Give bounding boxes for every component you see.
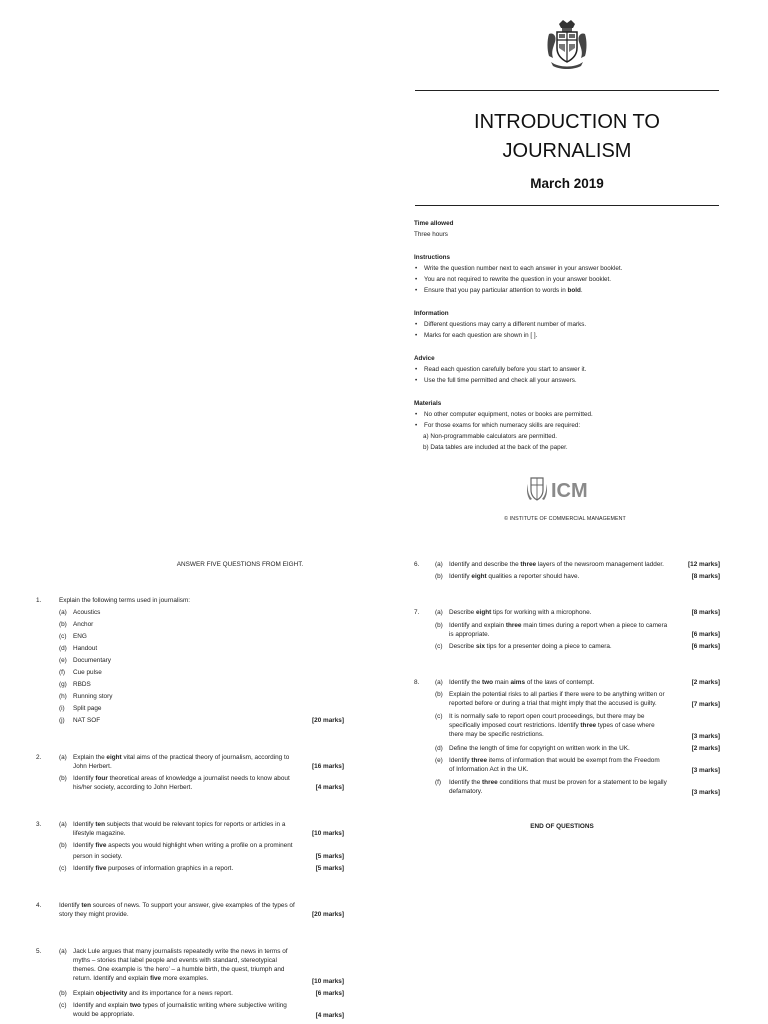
part-label: (b)	[59, 990, 67, 997]
part-label: (a)	[59, 754, 67, 761]
part-label: (b)	[435, 573, 443, 580]
materials-item: • No other computer equipment, notes or books are permitted.	[414, 409, 724, 420]
part-label: (e)	[435, 757, 443, 764]
right-question-column	[384, 0, 768, 1024]
question-text: Identify ten sources of news. To support your answer, give examples of the types of	[59, 902, 295, 909]
marks: [3 marks]	[691, 733, 720, 740]
materials-sub-item: a) Non-programmable calculators are permitted.	[423, 433, 558, 440]
time-allowed-value: Three hours	[414, 231, 448, 238]
materials-sub-item: b) Data tables are included at the back of the paper.	[423, 444, 568, 451]
item-label: (h)	[59, 693, 67, 700]
marks: [6 marks]	[691, 643, 720, 650]
part-text: John Herbert.	[73, 763, 112, 770]
item-label: (b)	[59, 621, 67, 628]
part-text: is appropriate.	[449, 631, 490, 638]
part-label: (a)	[59, 821, 67, 828]
answer-instruction-heading: ANSWER FIVE QUESTIONS FROM EIGHT.	[176, 561, 304, 568]
part-label: (c)	[435, 713, 443, 720]
marks: [10 marks]	[312, 978, 344, 985]
part-text: Identify and describe the three layers of the newsroom management ladder.	[449, 561, 664, 568]
part-text: It is normally safe to report open court proceedings, but there may be	[449, 713, 645, 720]
marks: [5 marks]	[315, 853, 344, 860]
question-text: Explain the following terms used in journalism:	[59, 597, 191, 604]
part-text: of Information Act in the UK.	[449, 766, 529, 773]
part-text: there may be specific restrictions.	[449, 731, 544, 738]
marks: [6 marks]	[691, 631, 720, 638]
exam-date: March 2019	[530, 176, 604, 191]
part-label: (a)	[435, 679, 443, 686]
marks: [16 marks]	[312, 763, 344, 770]
item-text: Anchor	[73, 621, 94, 628]
item-label: (f)	[59, 669, 66, 676]
marks: [3 marks]	[691, 789, 720, 796]
part-text: reported before or during a trial that might imply that the accused is guilty.	[449, 700, 657, 707]
question-number: 3.	[36, 821, 42, 828]
part-text: Explain the eight vital aims of the practical theory of journalism, according to	[73, 754, 290, 761]
information-item: • Marks for each question are shown in [ ].	[414, 330, 724, 341]
item-text: Handout	[73, 645, 98, 652]
part-label: (c)	[59, 1002, 67, 1009]
icm-logo-text: ICM	[551, 480, 588, 502]
part-text: Identify the two main aims of the laws of contempt.	[449, 679, 595, 686]
question-number: 2.	[36, 754, 42, 761]
item-label: (j)	[59, 717, 65, 724]
question-text: story they might provide.	[59, 911, 129, 918]
part-text: myths – stories that label people and events with standard, stereotypical	[73, 957, 277, 964]
question-number: 8.	[414, 679, 420, 686]
item-label: (d)	[59, 645, 67, 652]
copyright-notice: © INSTITUTE OF COMMERCIAL MANAGEMENT	[504, 516, 626, 522]
item-text: NAT SOF	[73, 717, 101, 724]
materials-item: • For those exams for which numeracy skills are required:	[414, 420, 724, 431]
part-text: lifestyle magazine.	[73, 830, 126, 837]
part-text: specifically imposed court restrictions. Identify three types of case where	[449, 722, 655, 729]
marks: [5 marks]	[315, 865, 344, 872]
part-text: return. Identify and explain five more examples.	[73, 975, 209, 982]
part-text: Identify and explain three main times during a report when a piece to camera	[449, 622, 668, 629]
part-text: his/her society, according to John Herbert.	[73, 784, 193, 791]
part-text: Identify four theoretical areas of knowledge a journalist needs to know about	[73, 775, 290, 782]
part-text: Explain the potential risks to all parties if there were to be anything written or	[449, 691, 665, 698]
item-text: Cue pulse	[73, 669, 102, 676]
part-text: Jack Lule argues that many journalists repeatedly write the news in terms of	[73, 948, 288, 955]
instruction-item: • Ensure that you pay particular attention to words in bold.	[414, 285, 724, 296]
item-text: Split page	[73, 705, 102, 712]
part-label: (a)	[435, 561, 443, 568]
question-number: 4.	[36, 902, 42, 909]
part-label: (b)	[435, 691, 443, 698]
instructions-heading: Instructions	[414, 254, 451, 261]
marks: [8 marks]	[691, 609, 720, 616]
part-text: Identify five aspects you would highlight when writing a profile on a prominent	[73, 842, 293, 849]
question-number: 5.	[36, 948, 42, 955]
part-text: Describe six tips for a presenter doing a piece to camera.	[449, 643, 612, 650]
item-text: RBDS	[73, 681, 91, 688]
item-label: (e)	[59, 657, 67, 664]
title-line-1: INTRODUCTION TO	[474, 111, 660, 133]
part-text: Explain objectivity and its importance for a news report.	[73, 990, 233, 997]
marks: [2 marks]	[691, 679, 720, 686]
item-text: Documentary	[73, 657, 112, 664]
marks: [2 marks]	[691, 745, 720, 752]
item-label: (g)	[59, 681, 67, 688]
part-text: Identify and explain two types of journalistic writing where subjective writing	[73, 1002, 287, 1009]
marks: [10 marks]	[312, 830, 344, 837]
question-number: 7.	[414, 609, 420, 616]
part-text: themes. One example is ‘the hero’ – a humble birth, the quest, triumph and	[73, 966, 285, 973]
item-label: (a)	[59, 609, 67, 616]
marks: [20 marks]	[312, 717, 344, 724]
part-text: Describe eight tips for working with a microphone.	[449, 609, 592, 616]
marks: [3 marks]	[691, 767, 720, 774]
part-text: Identify three items of information that would be exempt from the Freedom	[449, 757, 660, 764]
part-text: Identify ten subjects that would be relevant topics for reports or articles in a	[73, 821, 286, 828]
marks: [20 marks]	[312, 911, 344, 918]
part-label: (d)	[435, 745, 443, 752]
part-text: Define the length of time for copyright on written work in the UK.	[449, 745, 630, 752]
question-number: 1.	[36, 597, 42, 604]
advice-item: • Read each question carefully before you start to answer it.	[414, 364, 724, 375]
item-label: (c)	[59, 633, 67, 640]
item-text: Running story	[73, 693, 113, 700]
marks: [4 marks]	[315, 784, 344, 791]
part-text: Identify the three conditions that must be proven for a statement to be legally	[449, 779, 667, 786]
instruction-item: • Write the question number next to each answer in your answer booklet.	[414, 263, 724, 274]
marks: [8 marks]	[691, 573, 720, 580]
advice-heading: Advice	[414, 355, 435, 362]
marks: [6 marks]	[315, 990, 344, 997]
advice-item: • Use the full time permitted and check all your answers.	[414, 375, 724, 386]
end-of-questions: END OF QUESTIONS	[530, 823, 594, 830]
time-allowed-heading: Time allowed	[414, 220, 454, 227]
item-text: ENG	[73, 633, 87, 640]
part-label: (b)	[59, 775, 67, 782]
part-label: (c)	[59, 865, 67, 872]
part-label: (b)	[59, 842, 67, 849]
materials-heading: Materials	[414, 400, 442, 407]
marks: [12 marks]	[688, 561, 720, 568]
part-text: defamatory.	[449, 788, 483, 795]
marks: [7 marks]	[691, 701, 720, 708]
part-label: (a)	[59, 948, 67, 955]
information-heading: Information	[414, 310, 449, 317]
part-text: Identify eight qualities a reporter should have.	[449, 573, 580, 580]
part-label: (a)	[435, 609, 443, 616]
question-number: 6.	[414, 561, 420, 568]
item-label: (i)	[59, 705, 65, 712]
marks: [4 marks]	[315, 1012, 344, 1019]
part-text: person in society.	[73, 853, 123, 860]
title-line-2: JOURNALISM	[502, 140, 632, 162]
part-text: would be appropriate.	[73, 1011, 135, 1018]
information-item: • Different questions may carry a different number of marks.	[414, 319, 724, 330]
part-text: Identify five purposes of information graphics in a report.	[73, 865, 234, 872]
item-text: Acoustics	[73, 609, 101, 616]
part-label: (c)	[435, 643, 443, 650]
instruction-item: • You are not required to rewrite the question in your answer booklet.	[414, 274, 724, 285]
part-label: (b)	[435, 622, 443, 629]
part-label: (f)	[435, 779, 442, 786]
